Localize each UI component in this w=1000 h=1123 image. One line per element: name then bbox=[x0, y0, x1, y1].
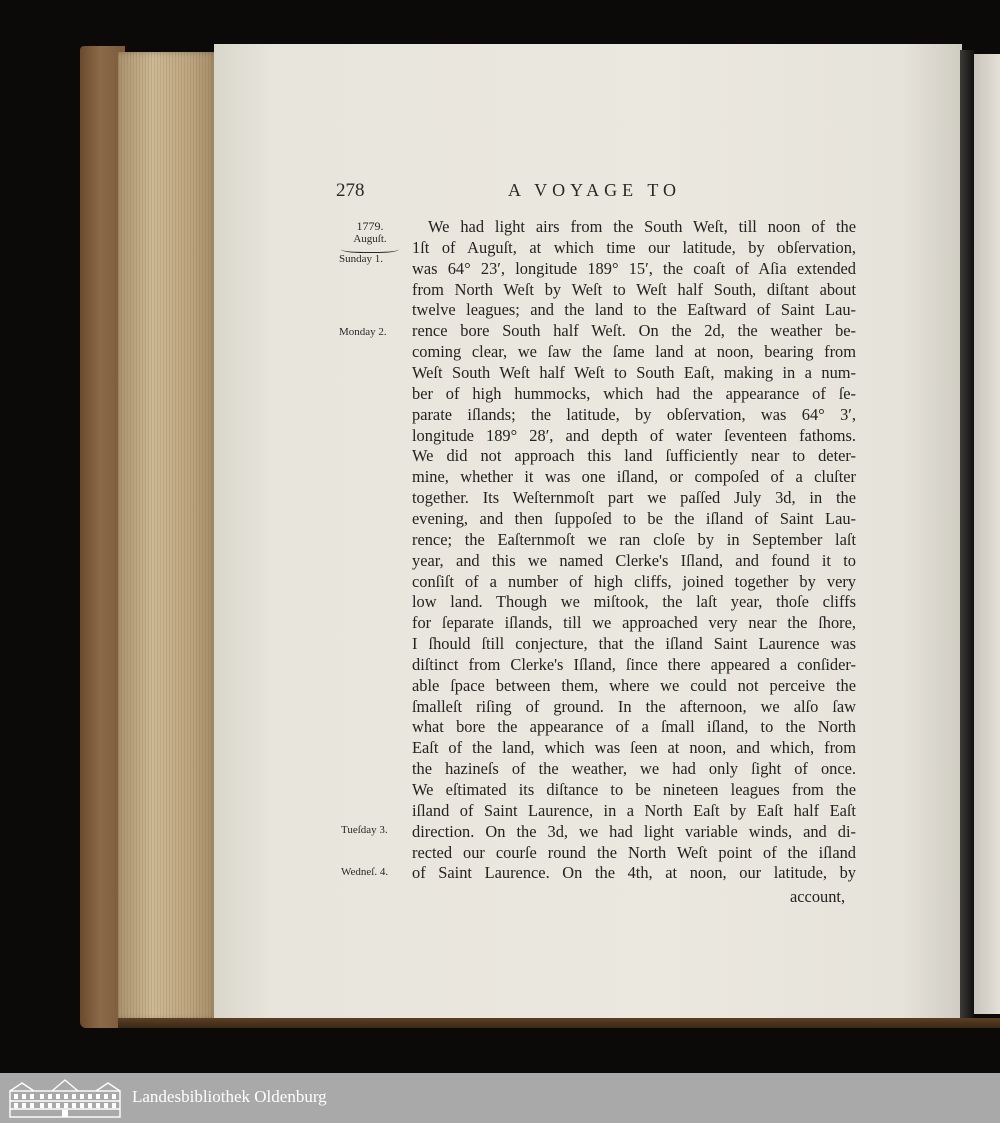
text-line: iſland of Saint Laurence, in a North Eaſt by Eaſt half Eaſt bbox=[412, 800, 856, 820]
page-edges bbox=[118, 52, 218, 1020]
text-line: rected our courſe round the North Weſt point of the iſland bbox=[412, 842, 856, 862]
cover-bottom-edge bbox=[118, 1018, 1000, 1028]
text-line: rence; the Eaſternmoſt we ran cloſe by in September laſt bbox=[412, 529, 856, 549]
text-line: twelve leagues; and the land to the Eaſtward of Saint Lau- bbox=[412, 300, 856, 320]
text-line: coming clear, we ſaw the ſame land at noon, bearing from bbox=[412, 342, 856, 362]
facing-page-edge bbox=[974, 54, 1000, 1014]
margin-month: Auguſt. bbox=[353, 233, 387, 245]
margin-note: Sunday 1. bbox=[339, 253, 383, 265]
footer-library-name: Landesbibliothek Oldenburg bbox=[132, 1087, 327, 1106]
text-line: was 64° 23′, longitude 189° 15′, the coaſt of Aſia extended bbox=[412, 258, 856, 278]
text-line: from North Weſt by Weſt to Weſt half South, diſtant about bbox=[412, 279, 856, 299]
text-line: We did not approach this land ſufficiently near to deter- bbox=[412, 446, 856, 466]
text-line: evening, and then ſuppoſed to be the iſland of Saint Lau- bbox=[412, 508, 856, 528]
margin-year: 1779. bbox=[356, 219, 384, 233]
text-line: We had light airs from the South Weſt, till noon of the bbox=[428, 217, 856, 236]
margin-note: Tueſday 3. bbox=[341, 824, 388, 836]
text-line: ber of high hummocks, which had the appearance of ſe- bbox=[412, 383, 856, 403]
text-line: direction. On the 3d, we had light variable winds, and di- bbox=[412, 821, 856, 841]
text-line: We eſtimated its diſtance to be nineteen leagues from the bbox=[412, 780, 856, 799]
margin-note: Wedneſ. 4. bbox=[341, 866, 389, 878]
text-line: parate iſlands; the latitude, by obſervation, was 64° 3′, bbox=[412, 404, 856, 424]
running-head: A VOYAGE TO bbox=[508, 180, 682, 200]
text-line: together. Its Weſternmoſt part we paſſed July 3d, in the bbox=[412, 488, 856, 508]
text-line: Weſt South Weſt half Weſt to South Eaſt, making in a num- bbox=[412, 363, 856, 382]
text-line: Eaſt of the land, which was ſeen at noon, and which, from bbox=[412, 738, 856, 758]
text-line: low land. Though we miſtook, the laſt year, thoſe cliffs bbox=[412, 592, 856, 612]
text-line: longitude 189° 28′, and depth of water ſeventeen fathoms. bbox=[412, 425, 856, 445]
catchword: account, bbox=[790, 887, 846, 906]
text-line: of Saint Laurence. On the 4th, at noon, our latitude, by bbox=[412, 863, 856, 883]
text-line: able ſpace between them, where we could not perceive the bbox=[412, 675, 856, 695]
text-line: I ſhould ſtill conjecture, that the iſland Saint Laurence was bbox=[412, 634, 856, 653]
book-gutter bbox=[960, 50, 974, 1018]
text-line: 1ſt of Auguſt, at which time our latitude, by obſervation, bbox=[412, 237, 856, 257]
library-building-icon bbox=[8, 1077, 122, 1119]
text-line: rence bore South half Weſt. On the 2d, the weather be- bbox=[412, 321, 856, 341]
text-line: ſmalleſt riſing of ground. In the afternoon, we alſo ſaw bbox=[412, 696, 856, 716]
text-line: the hazineſs of the weather, we had only ſight of once. bbox=[412, 759, 856, 779]
text-line: conſiſt of a number of high cliffs, joined together by very bbox=[412, 571, 856, 591]
text-line: what bore the appearance of a ſmall iſland, to the North bbox=[412, 717, 856, 737]
text-line: for ſeparate iſlands, till we approached very near the ſhore, bbox=[412, 613, 856, 633]
margin-date bbox=[347, 220, 393, 246]
text-line: diſtinct from Clerke's Iſland, ſince there appeared a conſider- bbox=[412, 654, 856, 674]
margin-note: Monday 2. bbox=[339, 326, 387, 338]
page-number: 278 bbox=[336, 180, 365, 201]
text-line: mine, whether it was one iſland, or compoſed of a cluſter bbox=[412, 467, 856, 487]
margin-brace bbox=[341, 244, 399, 253]
text-line: year, and this we named Clerke's Iſland, and found it to bbox=[412, 550, 856, 570]
